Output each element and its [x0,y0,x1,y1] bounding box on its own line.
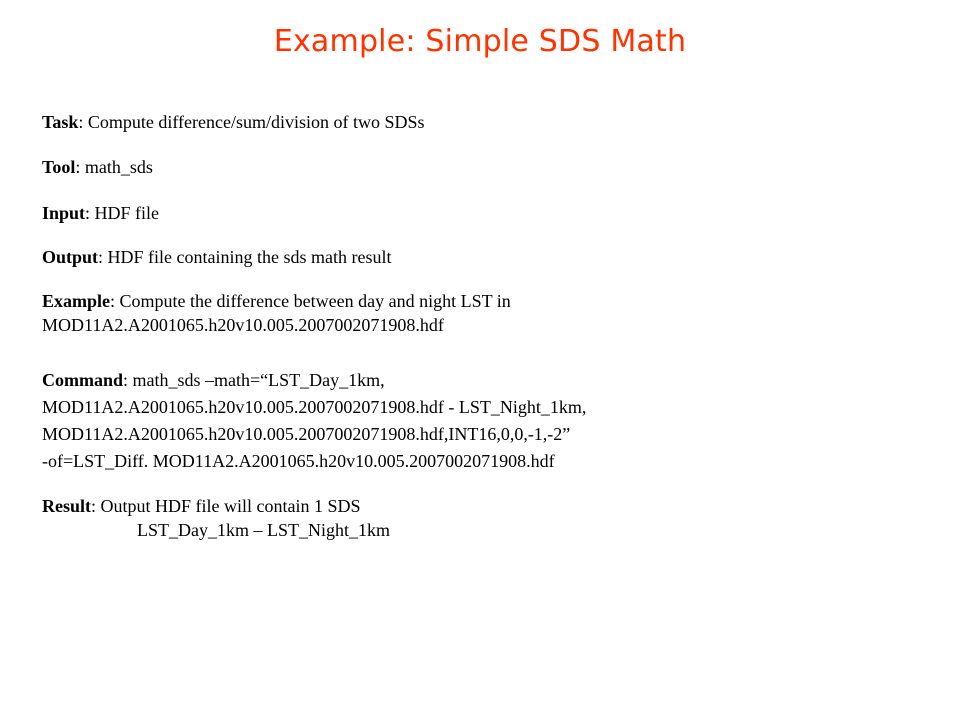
result-line-1 [42,494,922,518]
example-line-2: MOD11A2.A2001065.h20v10.005.2007002071908.hdf [42,315,444,335]
example-label: Example [42,291,111,311]
task-text: : Compute difference/sum/division of two SDSs [78,112,425,132]
input-label: Input [42,203,86,223]
input-paragraph [42,201,159,225]
command-line-4: -of=LST_Diff. MOD11A2.A2001065.h20v10.005.2007002071908.hdf [42,451,555,471]
command-paragraph [42,367,922,475]
result-line-2: LST_Day_1km – LST_Night_1km [137,520,390,540]
tool-text: : math_sds [75,157,153,177]
example-line-1 [42,289,922,313]
command-line-3: MOD11A2.A2001065.h20v10.005.2007002071908.hdf,INT16,0,0,-1,-2” [42,424,571,444]
example-paragraph [42,289,922,337]
command-line-2: MOD11A2.A2001065.h20v10.005.2007002071908.hdf - LST_Night_1km, [42,397,587,417]
task-label: Task [42,112,79,132]
result-paragraph [42,494,922,542]
example-text-1: : Compute the difference between day and night LST in [110,291,511,311]
tool-paragraph [42,155,153,179]
result-label: Result [42,496,91,516]
output-paragraph [42,245,392,269]
command-text-1: : math_sds –math=“LST_Day_1km, [123,370,385,390]
result-text-1: : Output HDF file will contain 1 SDS [91,496,361,516]
input-text: : HDF file [85,203,160,223]
task-paragraph [42,110,425,134]
output-label: Output [42,247,99,267]
command-line-1 [42,367,922,394]
tool-label: Tool [42,157,76,177]
output-text: : HDF file containing the sds math result [98,247,392,267]
slide-title: Example: Simple SDS Math [273,24,687,59]
command-label: Command [42,370,124,390]
